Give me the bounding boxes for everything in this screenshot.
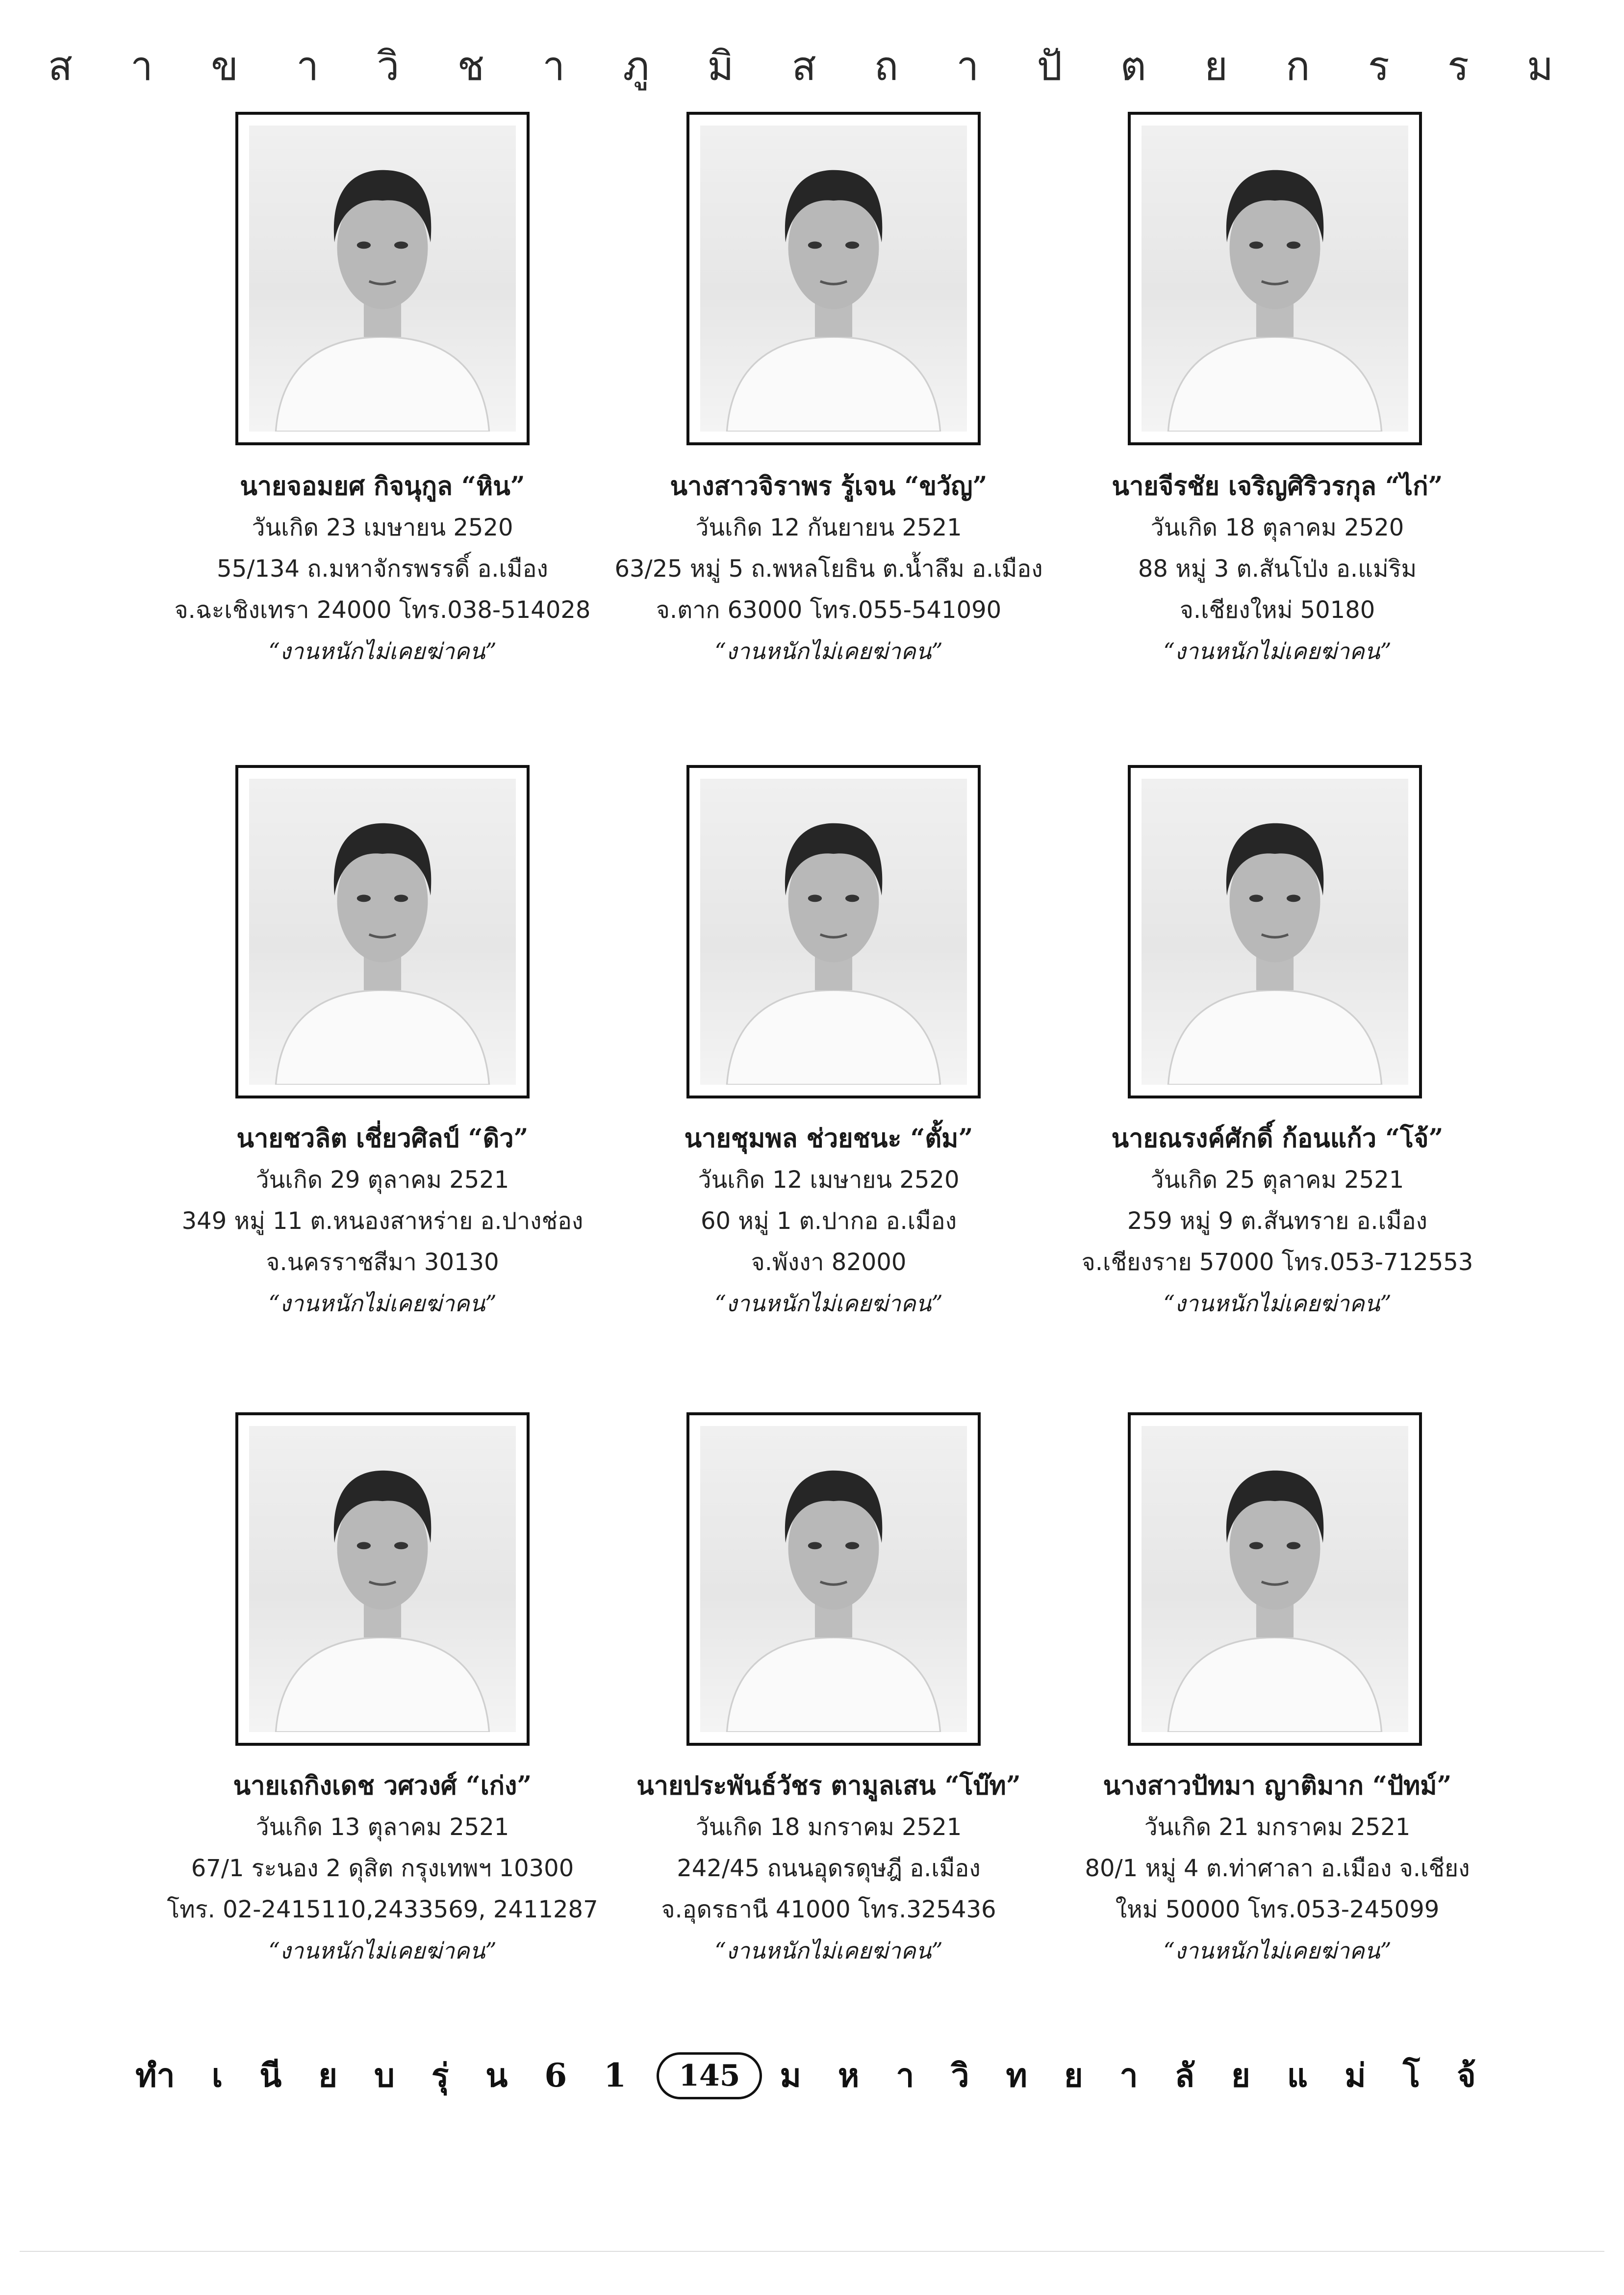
address-line-2: จ.เชียงใหม่ 50180 (1179, 596, 1375, 624)
student-name: นายจีรชัย เจริญศิริวรกุล “ไก่” (1112, 471, 1443, 501)
student-caption (1047, 466, 1508, 672)
student-caption (598, 466, 1059, 672)
portrait-image (249, 1426, 516, 1732)
birth-date: วันเกิด 25 ตุลาคม 2521 (1150, 1166, 1404, 1194)
student-name: นายชุมพล ช่วยชนะ “ตั้ม” (684, 1123, 973, 1153)
address-line-1: 67/1 ระนอง 2 ดุสิต กรุงเทพฯ 10300 (191, 1855, 574, 1882)
motto-text: “งานหนักไม่เคยฆ่าคน” (1163, 1290, 1392, 1317)
motto-text: “งานหนักไม่เคยฆ่าคน” (1163, 1938, 1392, 1964)
motto-text: “งานหนักไม่เคยฆ่าคน” (714, 1938, 943, 1964)
student-name: นางสาวปัทมา ญาติมาก “ปัทม์” (1103, 1771, 1452, 1801)
motto-text: “งานหนักไม่เคยฆ่าคน” (1163, 638, 1392, 664)
portrait-image (249, 779, 516, 1085)
address-line-1: 63/25 หมู่ 5 ถ.พหลโยธิน ต.น้ำลึม อ.เมือง (614, 555, 1043, 583)
portrait-image (700, 779, 967, 1085)
address-line-2: จ.ฉะเชิงเทรา 24000 โทร.038-514028 (174, 596, 591, 624)
address-line-2: จ.ตาก 63000 โทร.055-541090 (656, 596, 1002, 624)
birth-date: วันเกิด 18 ตุลาคม 2520 (1150, 514, 1404, 541)
student-photo (235, 765, 530, 1098)
portrait-image (700, 126, 967, 432)
birth-date: วันเกิด 21 มกราคม 2521 (1144, 1813, 1411, 1841)
footer-left-text: ทำ เ นี ย บ รุ่ น 6 1 (135, 2056, 639, 2094)
portrait-image (1142, 1426, 1408, 1732)
birth-date: วันเกิด 13 ตุลาคม 2521 (255, 1813, 509, 1841)
portrait-image (249, 126, 516, 432)
address-line-1: 60 หมู่ 1 ต.ปากอ อ.เมือง (700, 1207, 957, 1235)
address-line-2: จ.อุดรธานี 41000 โทร.325436 (661, 1896, 996, 1923)
student-caption (598, 1118, 1059, 1324)
portrait-image (1142, 126, 1408, 432)
student-photo (686, 112, 981, 445)
motto-text: “งานหนักไม่เคยฆ่าคน” (268, 1290, 497, 1317)
address-line-2: ใหม่ 50000 โทร.053-245099 (1115, 1896, 1440, 1923)
student-caption (1047, 1118, 1508, 1324)
student-photo (235, 112, 530, 445)
address-line-2: โทร. 02-2415110,2433569, 2411287 (167, 1896, 598, 1923)
page-number: 145 (657, 2052, 762, 2099)
student-photo (1128, 765, 1422, 1098)
birth-date: วันเกิด 12 กันยายน 2521 (695, 514, 962, 541)
birth-date: วันเกิด 12 เมษายน 2520 (698, 1166, 960, 1194)
student-name: นางสาวจิราพร รู้เจน “ขวัญ” (670, 471, 988, 501)
student-caption (598, 1765, 1059, 1971)
motto-text: “งานหนักไม่เคยฆ่าคน” (268, 638, 497, 664)
student-caption (1047, 1765, 1508, 1971)
student-photo (686, 1412, 981, 1746)
student-name: นายเถกิงเดช วศวงศ์ “เก่ง” (233, 1771, 532, 1801)
student-name: นายประพันธ์วัชร ตามูลเสน “โบ๊ท” (636, 1771, 1021, 1801)
birth-date: วันเกิด 29 ตุลาคม 2521 (255, 1166, 509, 1194)
student-caption (152, 1118, 613, 1324)
bottom-rule (20, 2251, 1604, 2252)
student-photo (686, 765, 981, 1098)
address-line-1: 242/45 ถนนอุดรดุษฎี อ.เมือง (677, 1855, 981, 1882)
student-name: นายชวลิต เชี่ยวศิลป์ “ดิว” (236, 1123, 529, 1153)
address-line-1: 80/1 หมู่ 4 ต.ท่าศาลา อ.เมือง จ.เชียง (1085, 1855, 1470, 1882)
motto-text: “งานหนักไม่เคยฆ่าคน” (714, 1290, 943, 1317)
address-line-2: จ.นครราชสีมา 30130 (266, 1249, 499, 1276)
motto-text: “งานหนักไม่เคยฆ่าคน” (714, 638, 943, 664)
address-line-1: 55/134 ถ.มหาจักรพรรดิ์ อ.เมือง (217, 555, 548, 583)
address-line-1: 88 หมู่ 3 ต.สันโป่ง อ.แม่ริม (1138, 555, 1417, 583)
page-footer (0, 2050, 1624, 2101)
birth-date: วันเกิด 23 เมษายน 2520 (252, 514, 513, 541)
address-line-1: 259 หมู่ 9 ต.สันทราย อ.เมือง (1127, 1207, 1427, 1235)
page-header: ส า ข า วิ ช า ภู มิ ส ถ า ปั ต ย ก ร ร ม (48, 43, 1576, 90)
student-photo (1128, 1412, 1422, 1746)
address-line-2: จ.เชียงราย 57000 โทร.053-712553 (1081, 1249, 1473, 1276)
student-photo (235, 1412, 530, 1746)
footer-right-text: ม ห า วิ ท ย า ลั ย แ ม่ โ จ้ (780, 2056, 1489, 2094)
student-photo (1128, 112, 1422, 445)
birth-date: วันเกิด 18 มกราคม 2521 (695, 1813, 962, 1841)
portrait-image (700, 1426, 967, 1732)
address-line-1: 349 หมู่ 11 ต.หนองสาหร่าย อ.ปางช่อง (181, 1207, 584, 1235)
student-caption (152, 466, 613, 672)
address-line-2: จ.พังงา 82000 (751, 1249, 907, 1276)
student-caption (152, 1765, 613, 1971)
student-name: นายณรงค์ศักดิ์ ก้อนแก้ว “โจ้” (1111, 1123, 1444, 1153)
motto-text: “งานหนักไม่เคยฆ่าคน” (268, 1938, 497, 1964)
portrait-image (1142, 779, 1408, 1085)
student-name: นายจอมยศ กิจนุกูล “หิน” (240, 471, 525, 501)
